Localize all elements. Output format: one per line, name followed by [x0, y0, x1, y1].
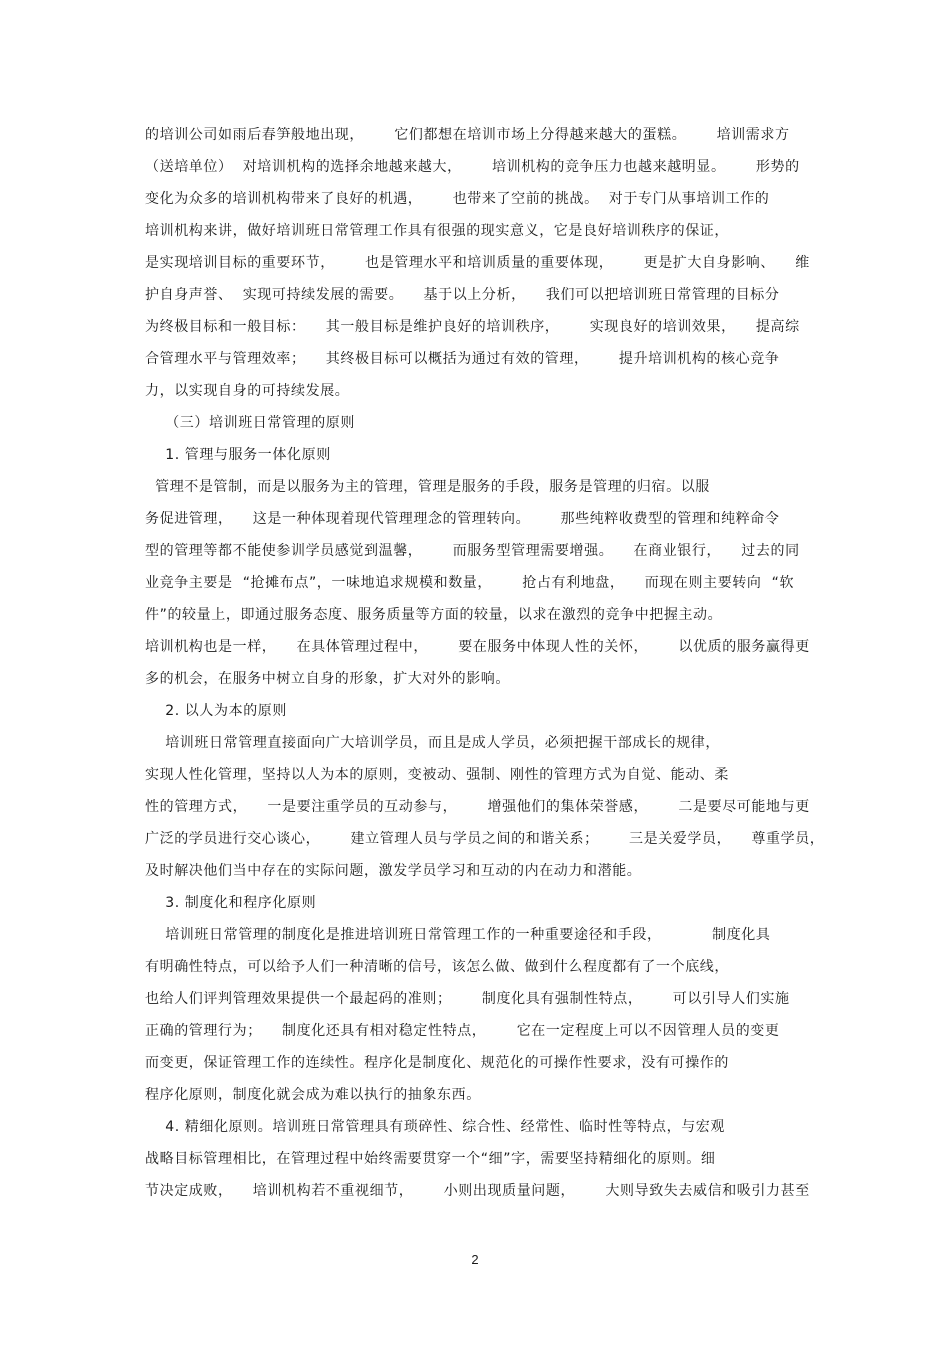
page-number: 2	[471, 1252, 479, 1267]
text-line: 培训机构也是一样， 在具体管理过程中， 要在服务中体现人性的关怀， 以优质的服务赢得更	[145, 639, 810, 655]
text-line: 管理不是管制，而是以服务为主的管理，管理是服务的手段，服务是管理的归宿。以服	[145, 479, 710, 495]
text-line: 程序化原则，制度化就会成为难以执行的抽象东西。	[145, 1087, 481, 1103]
text-line: 战略目标管理相比，在管理过程中始终需要贯穿一个“细”字，需要坚持精细化的原则。细	[145, 1151, 716, 1167]
text-line: 业竞争主要是 “抢摊布点”，一味地追求规模和数量， 抢占有利地盘， 而现在则主要转向 “软	[145, 575, 795, 591]
text-line: 务促进管理， 这是一种体现着现代管理理念的管理转向。 那些纯粹收费型的管理和纯粹命令	[145, 511, 780, 527]
text-line: （送培单位） 对培训机构的选择余地越来越大， 培训机构的竞争压力也越来越明显。 形势的	[145, 159, 800, 175]
text-line: 1. 管理与服务一体化原则	[145, 447, 331, 463]
text-line: 及时解决他们当中存在的实际问题，激发学员学习和互动的内在动力和潜能。	[145, 863, 642, 879]
text-line: 4. 精细化原则。培训班日常管理具有琐碎性、综合性、经常性、临时性等特点，与宏观	[145, 1119, 726, 1135]
text-line: 的培训公司如雨后春笋般地出现， 它们都想在培训市场上分得越来越大的蛋糕。 培训需求方	[145, 127, 790, 143]
text-line: 而变更，保证管理工作的连续性。程序化是制度化、规范化的可操作性要求，没有可操作的	[145, 1055, 729, 1071]
text-line: 广泛的学员进行交心谈心， 建立管理人员与学员之间的和谐关系； 三是关爱学员， 尊重学员，	[145, 831, 825, 847]
text-line: 变化为众多的培训机构带来了良好的机遇， 也带来了空前的挑战。 对于专门从事培训工作的	[145, 191, 770, 207]
text-line: 培训班日常管理的制度化是推进培训班日常管理工作的一种重要途径和手段， 制度化具	[145, 927, 771, 943]
text-line: 实现人性化管理，坚持以人为本的原则，变被动、强制、刚性的管理方式为自觉、能动、柔	[145, 767, 729, 783]
text-line: 3. 制度化和程序化原则	[145, 895, 317, 911]
text-line: 型的管理等都不能使参训学员感觉到温馨， 而服务型管理需要增强。 在商业银行， 过去的同	[145, 543, 800, 559]
text-line: 有明确性特点，可以给予人们一种清晰的信号，该怎么做、做到什么程度都有了一个底线，	[145, 959, 729, 975]
text-line: 件”的较量上，即通过服务态度、服务质量等方面的较量，以求在激烈的竞争中把握主动。	[145, 607, 723, 623]
text-line: 合管理水平与管理效率； 其终极目标可以概括为通过有效的管理， 提升培训机构的核心竞争	[145, 351, 780, 367]
text-line: 是实现培训目标的重要环节， 也是管理水平和培训质量的重要体现， 更是扩大自身影响、 维	[145, 255, 810, 271]
text-line: 为终极目标和一般目标： 其一般目标是维护良好的培训秩序， 实现良好的培训效果， 提高综	[145, 319, 800, 335]
text-line: 也给人们评判管理效果提供一个最起码的准则； 制度化具有强制性特点， 可以引导人们实施	[145, 991, 790, 1007]
text-line: 培训班日常管理直接面向广大培训学员，而且是成人学员，必须把握干部成长的规律，	[145, 735, 720, 751]
text-line: 力，以实现自身的可持续发展。	[145, 383, 350, 399]
text-line: 正确的管理行为； 制度化还具有相对稳定性特点， 它在一定程度上可以不因管理人员的变更	[145, 1023, 780, 1039]
text-line: 培训机构来讲，做好培训班日常管理工作具有很强的现实意义，它是良好培训秩序的保证，	[145, 223, 729, 239]
text-line: 2. 以人为本的原则	[145, 703, 288, 719]
text-line: 性的管理方式， 一是要注重学员的互动参与， 增强他们的集体荣誉感， 二是要尽可能地与更	[145, 799, 810, 815]
text-line: 多的机会，在服务中树立自身的形象，扩大对外的影响。	[145, 671, 510, 687]
text-line: （三）培训班日常管理的原则	[145, 415, 355, 431]
text-line: 节决定成败， 培训机构若不重视细节， 小则出现质量问题， 大则导致失去威信和吸引力甚至	[145, 1183, 810, 1199]
text-line: 护自身声誉、 实现可持续发展的需要。 基于以上分析， 我们可以把培训班日常管理的目标分	[145, 287, 780, 303]
